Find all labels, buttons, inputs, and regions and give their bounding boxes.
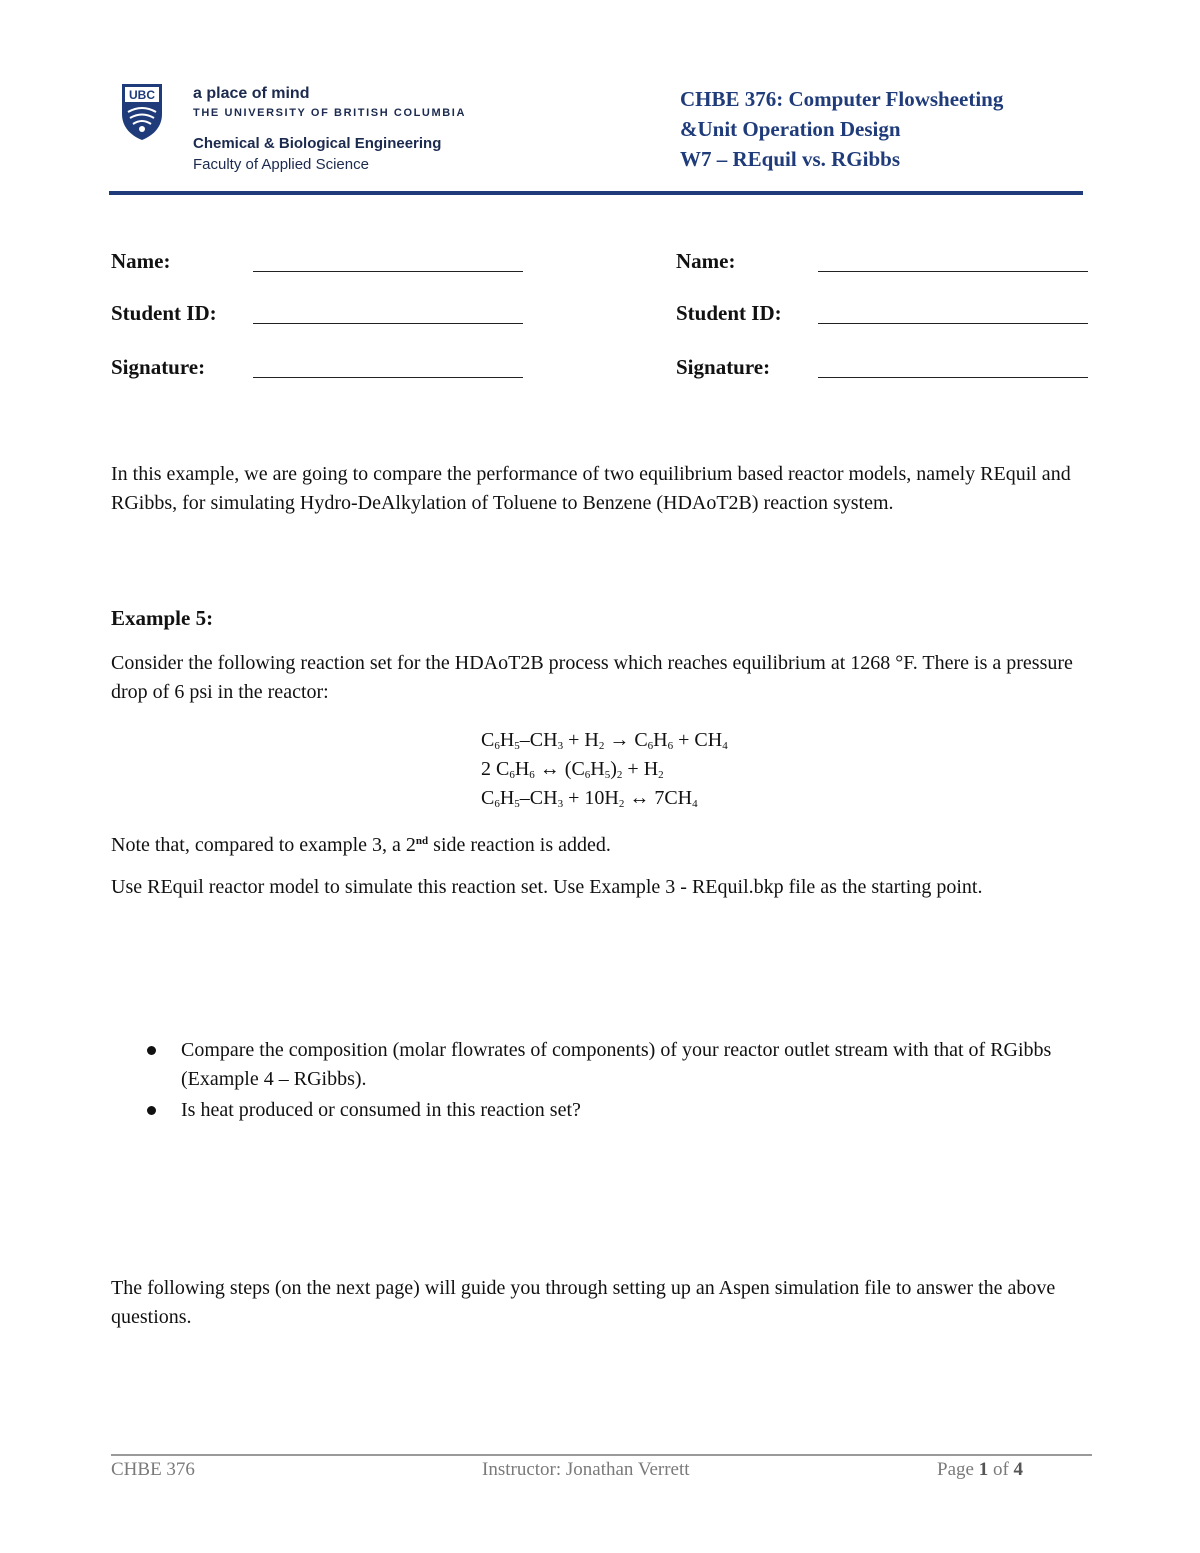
footer-divider (111, 1454, 1092, 1456)
page-total: 4 (1013, 1459, 1024, 1480)
name-label-1: Name: (111, 249, 171, 273)
crest-abbrev: UBC (129, 88, 155, 102)
tagline: a place of mind (193, 85, 310, 102)
header-divider (109, 191, 1083, 195)
university-logo-text (193, 84, 466, 176)
student-id-field-2[interactable] (818, 323, 1088, 324)
page-of: of (992, 1459, 1009, 1480)
student-id-field-1[interactable] (253, 323, 523, 324)
name-field-2[interactable] (818, 271, 1088, 272)
list-item (145, 1096, 1095, 1125)
signature-field-2[interactable] (818, 377, 1088, 378)
signature-label-1: Signature: (111, 355, 206, 379)
note-text-end: side reaction is added. (428, 834, 611, 856)
example-heading: Example 5: (111, 606, 214, 630)
course-title-block (680, 84, 1003, 174)
list-item (145, 1036, 1095, 1094)
university-name: THE UNIVERSITY OF BRITISH COLUMBIA (193, 107, 466, 119)
question-list (145, 1036, 1095, 1127)
reaction-3: $C_6H_5-CH_3 + 10H_2$ ↔ $7CH_4$ (481, 787, 698, 810)
signature-field-1[interactable] (253, 377, 523, 378)
department-name: Chemical & Biological Engineering (193, 135, 442, 152)
note-text: Note that, compared to example 3, a 2 (111, 834, 416, 856)
instruction-paragraph: Use REquil reactor model to simulate this reaction set. Use Example 3 - REquil.bkp file as the starting point. (111, 876, 983, 898)
note-paragraph (111, 827, 1101, 860)
question-text: Is heat produced or consumed in this reaction set? (181, 1099, 581, 1121)
example-description: Consider the following reaction set for the HDAoT2B process which reaches equilibrium at 1268 °F. There is a pressure drop of 6 psi in the reactor: (111, 652, 1073, 703)
course-title: CHBE 376: Computer Flowsheeting (680, 87, 1004, 111)
signature-label-2: Signature: (676, 355, 771, 379)
bullet-icon (147, 1046, 156, 1055)
name-field-1[interactable] (253, 271, 523, 272)
reaction-1: $C_6H_5-CH_3 + H_2 \to C_6H_6 + CH_4$ (481, 729, 728, 752)
faculty-name: Faculty of Applied Science (193, 156, 369, 173)
footer-instructor: Instructor: Jonathan Verrett (482, 1459, 690, 1480)
assignment-title: W7 – REquil vs. RGibbs (680, 147, 900, 171)
name-label-2: Name: (676, 249, 736, 273)
intro-paragraph: In this example, we are going to compare the performance of two equilibrium based reactor models, namely REquil and RGibbs, for simulating Hydro-DeAlkylation of Toluene to Benzene (HDAoT2B) reaction system. (111, 463, 1071, 514)
question-text: Compare the composition (molar flowrates of components) of your reactor outlet stream with that of RGibbs (Example 4 – RGibbs). (181, 1039, 1052, 1090)
ubc-crest-logo (120, 82, 164, 142)
page-current: 1 (978, 1459, 989, 1480)
student-id-label-1: Student ID: (111, 301, 217, 325)
page-number (937, 1459, 1023, 1481)
bullet-icon (147, 1106, 156, 1115)
footer-course: CHBE 376 (111, 1459, 195, 1480)
page-prefix: Page (937, 1459, 974, 1480)
student-id-label-2: Student ID: (676, 301, 782, 325)
reaction-2: 2 $C_6H_6$ ↔ $(C_6H_5)_2 + H_2$ (481, 758, 664, 781)
note-superscript: nd (415, 835, 429, 847)
course-subtitle: &Unit Operation Design (680, 117, 901, 141)
closing-paragraph: The following steps (on the next page) will guide you through setting up an Aspen simulation file to answer the above questions. (111, 1277, 1056, 1328)
